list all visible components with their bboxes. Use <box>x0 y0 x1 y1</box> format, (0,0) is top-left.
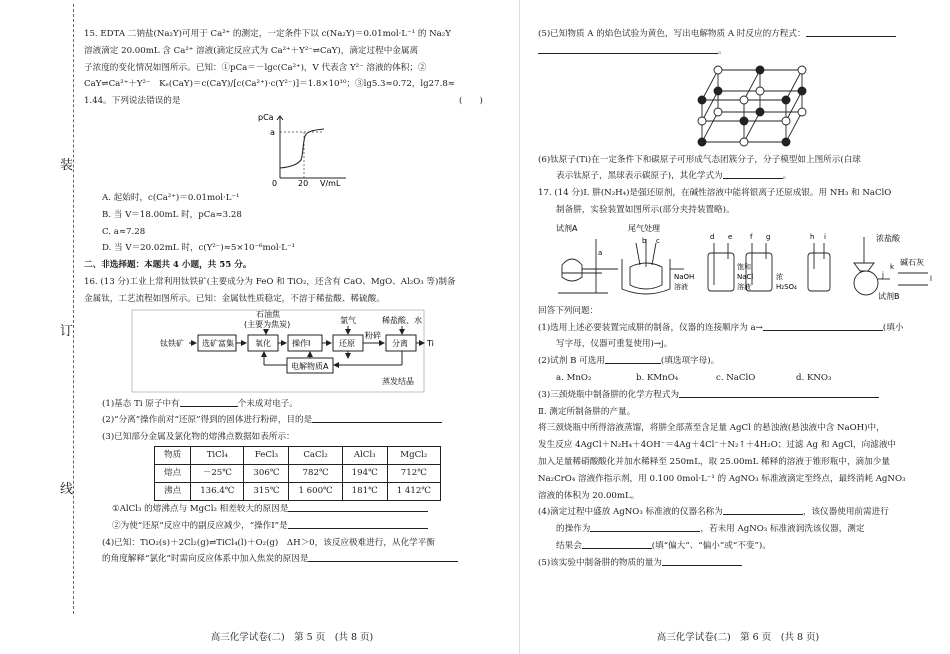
q17-sub-3-text: (3)三颈烧瓶中制备肼的化学方程式为 <box>538 389 680 400</box>
graph-y-label: pCa <box>258 112 274 122</box>
q17-sub-4a-text: (4)滴定过程中盛放 AgNO₃ 标准液的仪器名称为 <box>538 507 723 518</box>
app-soda-lime: 碱石灰 <box>900 257 924 267</box>
app-naoh: NaOH <box>674 272 695 281</box>
q16-sub-5-period: 。 <box>718 45 727 56</box>
q16-sub-1-blank[interactable] <box>180 396 238 407</box>
q15-option-a: A. 起始时，c(Ca²⁺)＝0.01mol·L⁻¹ <box>102 192 240 203</box>
q17-sub-4a <box>538 504 938 521</box>
q17-sub-1a-text: (1)选用上述必要装置完成肼的制备，仪器的连接顺序为 a→ <box>538 322 763 333</box>
q17-sub-4c-text: 的操作为 <box>556 524 591 535</box>
app-nacl: NaCl <box>737 272 754 281</box>
q17-option-c: c. NaClO <box>716 372 756 383</box>
app-label-k: k <box>890 262 895 271</box>
app-reagent-a: 试剂A <box>556 223 578 233</box>
q16-sub-6b-blank[interactable] <box>723 168 783 179</box>
q17-sub-2-options <box>538 370 938 387</box>
table-cell: 136.4℃ <box>191 482 244 500</box>
table-row <box>155 464 441 482</box>
app-label-i: i <box>824 232 826 241</box>
q15-stem-end: 1.44。下列说法错误的是 <box>84 96 181 107</box>
q16-sub-4b-text: 的角度解释“氯化”时需向反应体系中加入焦炭的原因是 <box>102 554 309 565</box>
q17-sub-5-blank[interactable] <box>662 555 742 566</box>
app-concentrated: 浓 <box>776 272 783 281</box>
q17-sub-4-blank-3[interactable] <box>582 538 652 549</box>
app-label-d: d <box>710 232 715 241</box>
q15-titration-graph <box>84 110 500 190</box>
q16-sub-3b-blank[interactable] <box>288 518 428 529</box>
graph-x-tick-20: 20 <box>298 178 309 188</box>
q17-line-1: 17. (14 分)Ⅰ. 肼(N₂H₄)是强还原剂，在碱性溶液中能将银离子还原成银。用 NH₃ 和 NaClO <box>538 188 892 199</box>
q17-sub-2-blank[interactable] <box>605 353 661 364</box>
app-label-e: e <box>728 232 733 241</box>
q16-sub-5-blank-2[interactable] <box>538 43 718 54</box>
flow-box-operation-1-label: 操作Ⅰ <box>292 338 311 348</box>
q16-sub-3a <box>84 501 500 518</box>
q16-line-1: 16. (13 分)工业上常利用钛铁矿(主要成分为 FeO 和 TiO₂，还含有 CaO、MgO、Al₂O₃ 等)制备 <box>84 276 456 287</box>
q17-sub-1a <box>538 320 938 337</box>
ti-c-cluster-model <box>538 60 938 152</box>
q15-answer-bracket: ( ) <box>459 96 483 107</box>
q17-sub-4-blank-2[interactable] <box>590 521 700 532</box>
q16-sub-1 <box>84 396 500 413</box>
graph-a-mark: a <box>270 127 275 137</box>
q17-sub-1-blank[interactable] <box>763 320 883 331</box>
page-divider <box>519 0 520 654</box>
app-naoh-solution: 溶液 <box>674 282 688 291</box>
q17-sub-4b-text: ，该仪器使用前需进行 <box>802 507 889 518</box>
table-cell: 194℃ <box>342 464 387 482</box>
q17-sub-5 <box>538 555 938 572</box>
binding-char-ding: 订 <box>60 320 73 339</box>
q16-sub-4b-blank[interactable] <box>308 551 458 562</box>
app-tail-gas: 尾气处理 <box>628 223 660 233</box>
q17-sub-5-text: (5)该实验中制备肼的物质的量为 <box>538 557 662 568</box>
q15-option-c: C. a≈7.28 <box>102 226 146 237</box>
q15-option-d: D. 当 V＝20.02mL 时，c(Y²⁻)≈5×10⁻⁶mol·L⁻¹ <box>102 243 295 254</box>
app-label-c: c <box>656 236 660 245</box>
q16-sub-3b <box>84 518 500 535</box>
q17-sub-1c: 写字母，仪器可重复使用)→j。 <box>556 339 673 350</box>
table-cell: 熔点 <box>155 464 191 482</box>
q16-sub-2 <box>84 412 500 429</box>
table-cell: －25℃ <box>191 464 244 482</box>
q17-option-d: d. KNO₃ <box>796 372 832 383</box>
page-5 <box>84 0 500 654</box>
q17-sub-2-text: (2)试剂 B 可选用 <box>538 356 605 367</box>
q17-sub-4c <box>538 521 938 538</box>
q15-line-5 <box>84 93 500 110</box>
q15-line-4: CaY⇌Ca²⁺＋Y²⁻ Kₑ(CaY)＝c(CaY)/[c(Ca²⁺)·c(Y²⁻)]＝1.8×10¹⁰；③lg5.3≈0.72，lg27.8≈ <box>84 79 456 90</box>
app-conc-hcl: 浓盐酸 <box>876 233 900 243</box>
table-cell: 782℃ <box>289 464 342 482</box>
q16-sub-5-blank[interactable] <box>806 26 896 37</box>
graph-origin: 0 <box>272 178 278 188</box>
q17-part-2-line-1: 将三颈烧瓶中所得溶液蒸馏，将肼全部蒸至含足量 AgCl 的悬浊液(悬浊液中含 NaOH)中， <box>538 423 885 434</box>
q17-apparatus-diagram <box>538 219 938 303</box>
q16-process-flowchart <box>84 308 500 396</box>
app-saturated: 饱和 <box>737 262 751 271</box>
q17-part-2-line-3: 加入足量稀硝酸酸化并加水稀释至 250mL，取 25.00mL 稀释的溶液于锥形瓶中，滴加少量 <box>538 456 890 467</box>
table-header-cell: CaCl₂ <box>289 446 342 464</box>
app-reagent-b: 试剂B <box>878 291 900 301</box>
flow-box-oxidation-label: 氧化 <box>255 338 271 348</box>
page-6-footer: 高三化学试卷(二) 第 6 页 (共 8 页) <box>656 632 820 643</box>
q17-sub-3 <box>538 387 938 404</box>
table-header-cell: MgCl₂ <box>387 446 440 464</box>
q17-sub-3-blank[interactable] <box>679 387 879 398</box>
q17-option-a: a. MnO₂ <box>556 372 592 383</box>
app-label-f: f <box>750 232 753 241</box>
q16-sub-1-text: (1)基态 Ti 原子中有 <box>102 398 180 409</box>
table-cell: 306℃ <box>244 464 289 482</box>
binding-char-zhuang: 装 <box>60 154 73 173</box>
q16-sub-3b-text: ②为使“还原”反应中的副反应减少，“操作Ⅰ”是 <box>112 520 288 531</box>
q16-line-2: 金属钛，工艺流程如图所示。已知：金属钛性质稳定，不溶于稀盐酸、稀硫酸。 <box>84 293 385 304</box>
app-h2so4: H₂SO₄ <box>776 282 797 291</box>
binding-char-xian: 线 <box>60 478 73 497</box>
section-2-heading: 二、非选择题：本题共 4 小题，共 55 分。 <box>84 260 252 271</box>
q15-line-1: 15. EDTA 二钠盐(Na₂Y)可用于 Ca²⁺ 的测定，一定条件下以 c(Na₂Y)＝0.01mol·L⁻¹ 的 Na₂Y <box>84 29 451 39</box>
flow-chlorine: 氯气 <box>340 315 356 325</box>
flow-evaporation: 蒸发结晶 <box>382 376 414 386</box>
table-cell: 沸点 <box>155 482 191 500</box>
q17-option-b: b. KMnO₄ <box>636 372 679 383</box>
flow-crush: 粉碎 <box>365 330 381 340</box>
table-cell: 1 600℃ <box>289 482 342 500</box>
app-label-h: h <box>810 232 815 241</box>
flow-box-separation-label: 分离 <box>392 338 408 348</box>
q17-sub-4e <box>538 538 938 555</box>
app-label-a: a <box>598 248 603 257</box>
q17-part-2: Ⅱ. 测定所制备肼的产量。 <box>538 406 636 417</box>
flow-petcoke-note: (主要为焦炭) <box>244 319 291 329</box>
q16-sub-3a-text: ①AlCl₃ 的熔沸点与 MgCl₂ 相差较大的原因是 <box>112 503 289 514</box>
q16-sub-5 <box>538 26 938 43</box>
flow-box-reduction-label: 还原 <box>339 338 355 348</box>
table-header-cell: 物质 <box>155 446 191 464</box>
app-nacl-solution: 溶液 <box>737 282 751 291</box>
table-cell: 1 412℃ <box>387 482 440 500</box>
q15-option-b: B. 当 V＝18.00mL 时，pCa≈3.28 <box>102 209 242 220</box>
q15-line-2: 溶液滴定 20.00mL 含 Ca²⁺ 溶液(滴定反应式为 Ca²⁺＋Y²⁻⇌CaY)，滴定过程中金属离 <box>84 45 419 56</box>
table-header-row <box>155 446 441 464</box>
table-cell: 181℃ <box>342 482 387 500</box>
cluster-lattice-lines <box>702 70 802 142</box>
q17-sub-2 <box>538 353 938 370</box>
flow-output-ti: Ti <box>427 338 434 348</box>
table-header-cell: TiCl₄ <box>191 446 244 464</box>
page-6 <box>538 0 938 654</box>
binding-margin <box>60 0 74 654</box>
q16-sub-2-blank[interactable] <box>312 412 442 423</box>
table-header-cell: FeCl₃ <box>244 446 289 464</box>
flow-box-beneficiation-label: 选矿富集 <box>202 338 234 348</box>
q15-line-3: 子浓度的变化情况如图所示。已知：①pCa＝－lgc(Ca²⁺)，V 代表含 Y²⁻ 溶液的体积；② <box>84 62 427 73</box>
table-cell: 712℃ <box>387 464 440 482</box>
q17-sub-4-blank-1[interactable] <box>723 504 803 515</box>
table-header-cell: AlCl₃ <box>342 446 387 464</box>
app-label-j: j <box>882 270 884 279</box>
app-label-g: g <box>766 232 771 241</box>
q16-sub-3a-blank[interactable] <box>288 501 428 512</box>
q16-sub-2-text: (2)“分离”操作前对“还原”得到的固体进行粉碎，目的是 <box>102 415 313 426</box>
q16-sub-6b <box>538 168 938 185</box>
app-label-l: l <box>930 274 932 283</box>
q16-sub-5-line-2 <box>538 43 938 60</box>
q16-sub-4b <box>84 551 500 568</box>
app-label-b: b <box>642 236 647 245</box>
q16-sub-6b-period: 。 <box>782 171 792 182</box>
q17-sub-4d-text: ，若未用 AgNO₃ 标准液润洗该仪器，测定 <box>700 524 865 535</box>
page-5-footer: 高三化学试卷(二) 第 5 页 (共 8 页) <box>210 632 374 643</box>
q16-sub-3: (3)已知部分金属及氯化物的熔沸点数据如表所示： <box>102 432 295 443</box>
flow-acid-water: 稀盐酸、水 <box>382 315 422 325</box>
q17-answer-prompt: 回答下列问题： <box>538 305 599 316</box>
graph-x-label: V/mL <box>320 178 341 188</box>
q17-part-2-line-5: 溶液的体积为 20.00mL。 <box>538 490 640 501</box>
table-row <box>155 482 441 500</box>
q16-sub-1-tail: 个未成对电子。 <box>237 398 298 409</box>
q17-sub-1b-text: (填小 <box>882 322 904 333</box>
q17-sub-2-tail: (填选项字母)。 <box>660 356 720 367</box>
table-cell: 315℃ <box>244 482 289 500</box>
flow-box-electrolyte-a-label: 电解物质A <box>291 361 329 371</box>
graph-pca-curve <box>280 129 324 168</box>
q17-part-2-line-4: Na₂CrO₄ 溶液作指示剂，用 0.100 0mol·L⁻¹ 的 AgNO₃ 标准液滴定至终点，最终消耗 AgNO₃ <box>538 473 906 484</box>
binding-dashed-line <box>73 4 74 614</box>
q16-sub-5-text: (5)已知物质 A 的焰色试验为黄色，写出电解物质 A 时反应的方程式： <box>538 29 806 39</box>
q16-sub-6a: (6)钛原子(Ti)在一定条件下和碳原子可形成气态团簇分子，分子模型如上图所示(白球 <box>538 154 861 165</box>
q16-sub-6b-text: 表示钛原子，黑球表示碳原子)，其化学式为 <box>556 171 723 182</box>
q17-part-2-line-2: 发生反应 4AgCl＋N₂H₄＋4OH⁻＝4Ag＋4Cl⁻＋N₂↑＋4H₂O；过滤 Ag 和 AgCl，向滤液中 <box>538 440 897 451</box>
q17-sub-4e-text: 结果会 <box>556 540 582 551</box>
q17-sub-4f-text: (填“偏大”、“偏小”或“不变”)。 <box>651 540 771 551</box>
q16-sub-4a: (4)已知：TiO₂(s)＋2Cl₂(g)⇌TiCl₄(l)＋O₂(g) ΔH＞0，该反应极难进行，从化学平衡 <box>102 537 435 548</box>
q17-line-2: 制备肼，实验装置如图所示(部分夹持装置略)。 <box>556 204 735 215</box>
melting-boiling-table <box>154 446 441 501</box>
flow-input-ilmenite: 钛铁矿 <box>160 338 184 348</box>
flow-petcoke: 石油焦 <box>256 309 280 319</box>
